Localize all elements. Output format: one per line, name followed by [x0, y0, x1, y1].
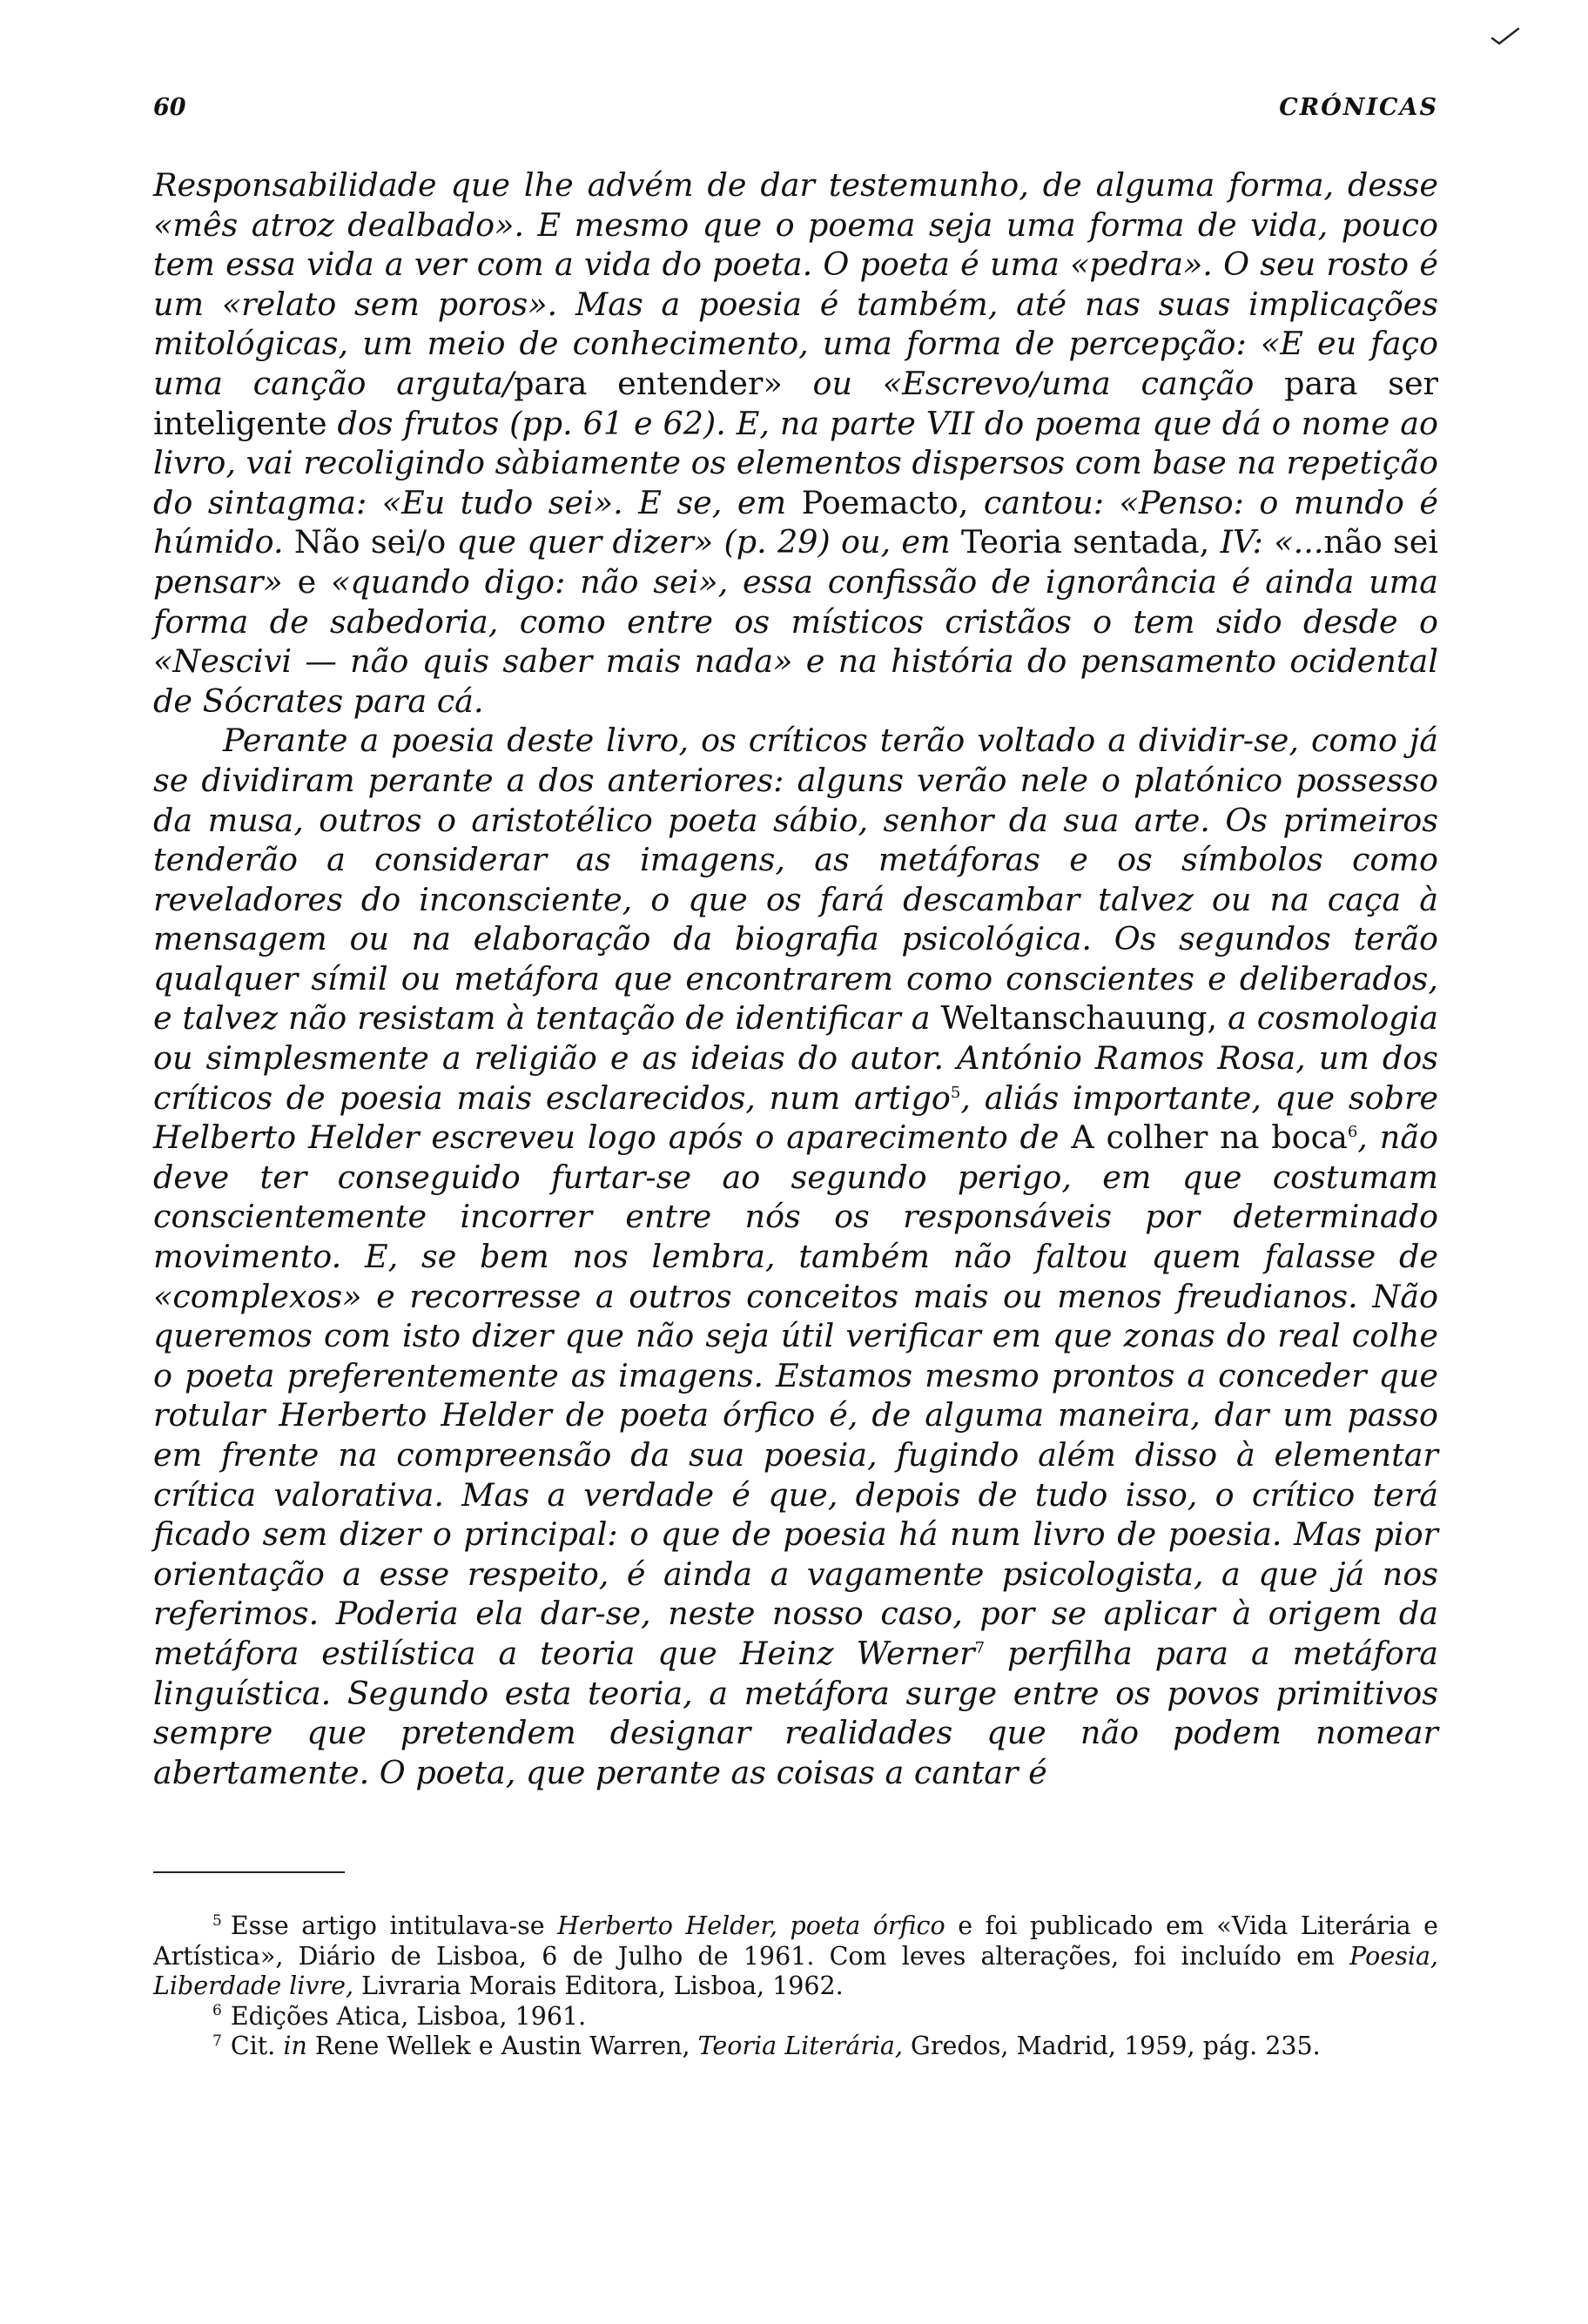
- roman-text-run: Edições Atica, Lisboa, 1961.: [230, 2001, 587, 2031]
- footnote-number: 7: [212, 2032, 222, 2050]
- italic-text-run: dos frutos (pp. 61 e 62). E, na parte VII do poema que dá o nome ao livro, vai recoligindo sàbiamente os elementos dispersos com base na repetição do sintagma: «Eu tudo sei». E se, em: [153, 404, 1438, 521]
- roman-text-run: para entender»: [514, 364, 783, 402]
- italic-text-run: Herberto Helder, poeta órfico: [557, 1911, 945, 1940]
- roman-text-run: para ser inteligente: [153, 364, 1439, 442]
- running-title: CRÓNICAS: [1279, 94, 1438, 121]
- italic-text-run: a cosmologia ou simplesmente a religião e as ideias do autor. António Ramos Rosa, um dos críticos de poesia mais esclarecidos, num artigo: [153, 999, 1438, 1117]
- italic-text-run: Teoria Literária,: [697, 2032, 903, 2060]
- italic-text-run: perfilha para a metáfora linguística. Segundo esta teoria, a metáfora surge entre os povos primitivos sempre que pretendem designar realidades que não podem nomear abertamente. O poeta, que perante as coisas a cantar é: [153, 1634, 1438, 1791]
- footnote-5: [153, 1911, 1438, 2002]
- italic-text-run: ou «Escrevo/uma canção: [782, 364, 1285, 402]
- roman-text-run: e: [297, 562, 317, 601]
- body-paragraph: [153, 721, 1438, 1792]
- handwritten-check-mark-icon: [1490, 26, 1520, 49]
- roman-text-run: Poemacto,: [801, 483, 969, 521]
- italic-text-run: , não deve ter conseguido furtar-se ao segundo perigo, em que costumam conscientemente incorrer entre nós os responsáveis por determinado movimento. E, se bem nos lembra, também não faltou quem falasse de «complexos» e recorresse a outros conceitos mais ou menos freudianos. Não queremos com isto dizer que não seja útil verificar em que zonas do real colhe o poeta preferentemente as imagens. Estamos mesmo prontos a conceder que rotular Herberto Helder de poeta órfico é, de alguma maneira, dar um passo em frente na compreensão da sua poesia, fugindo além disso à elementar crítica valorativa. Mas a verdade é que, depois de tudo isso, o crítico terá ficado sem dizer o principal: o que de poesia há num livro de poesia. Mas pior orientação a esse respeito, é ainda a vagamente psicologista, a que já nos referimos. Poderia ela dar-se, neste nosso caso, por se aplicar à origem da metáfora estilística a teoria que Heinz Werner: [153, 1118, 1438, 1672]
- italic-text-run: «quando digo: não sei», essa confissão de ignorância é ainda uma forma de sabedoria, como entre os místicos cristãos o tem sido desde o «Nescivi — não quis saber mais nada» e na história do pensamento ocidental de Sócrates para cá.: [153, 562, 1438, 720]
- italic-text-run: IV: «...: [1209, 523, 1324, 561]
- italic-text-run: in: [283, 2032, 307, 2060]
- roman-text-run: Gredos, Madrid, 1959, pág. 235.: [903, 2032, 1321, 2060]
- roman-text-run: Cit.: [230, 2032, 284, 2060]
- roman-text-run: e foi publicado em «Vida Literária e Artística», Diário de Lisboa, 6 de Julho de 1961. Com leves alterações, foi incluído em: [153, 1911, 1438, 1971]
- body-paragraph: [153, 165, 1438, 721]
- footnote-6: [153, 2002, 1438, 2032]
- roman-text-run: não sei: [1323, 523, 1439, 561]
- footnote-number: 5: [212, 1911, 222, 1930]
- footnotes: [153, 1911, 1438, 2062]
- italic-text-run: cantou: «Penso: o mundo é húmido.: [153, 483, 1438, 561]
- footnote-reference: 7: [974, 1638, 986, 1657]
- roman-text-run: Esse artigo intitulava-se: [230, 1911, 558, 1940]
- page-number: 60: [153, 94, 186, 121]
- roman-text-run: Rene Wellek e Austin Warren,: [306, 2032, 698, 2060]
- roman-text-run: Weltanschauung,: [940, 999, 1218, 1038]
- footnote-reference: 5: [950, 1083, 961, 1102]
- footnote-reference: 6: [1347, 1123, 1358, 1142]
- italic-text-run: pensar»: [153, 562, 298, 601]
- italic-text-run: Responsabilidade que lhe advém de dar testemunho, de alguma forma, desse «mês atroz dealbado». E mesmo que o poema seja uma forma de vida, pouco tem essa vida a ver com a vida do poeta. O poeta é uma «pedra». O seu rosto é um «relato sem poros». Mas a poesia é também, até nas suas implicações mitológicas, um meio de conhecimento, uma forma de percepção: «E eu faço uma canção arguta/: [153, 166, 1438, 402]
- italic-text-run: , aliás importante, que sobre Helberto Helder escreveu logo após o aparecimento de: [153, 1078, 1438, 1157]
- footnote-divider: [153, 1871, 345, 1873]
- footnote-7: [153, 2032, 1438, 2062]
- running-head: [153, 94, 1438, 129]
- roman-text-run: Não sei/o: [293, 523, 447, 561]
- body-text: [153, 165, 1438, 1792]
- italic-text-run: que quer dizer» (p. 29) ou, em: [446, 523, 961, 561]
- italic-text-run: Poesia, Liberdade livre,: [153, 1941, 1438, 2000]
- italic-text-run: Perante a poesia deste livro, os críticos terão voltado a dividir-se, como já se dividiram perante a dos anteriores: alguns verão nele o platónico possesso da musa, outros o aristotélico poeta sábio, senhor da sua arte. Os primeiros tenderão a considerar as imagens, as metáforas e os símbolos como reveladores do inconsciente, o que os fará descambar talvez ou na caça à mensagem ou na elaboração da biografia psicológica. Os segundos terão qualquer símil ou metáfora que encontrarem como conscientes e deliberados, e talvez não resistam à tentação de identificar a: [153, 722, 1438, 1038]
- roman-text-run: Livraria Morais Editora, Lisboa, 1962.: [353, 1971, 844, 2000]
- roman-text-run: Teoria sentada,: [960, 523, 1210, 561]
- footnote-number: 6: [212, 2002, 222, 2019]
- roman-text-run: A colher na boca: [1071, 1118, 1348, 1157]
